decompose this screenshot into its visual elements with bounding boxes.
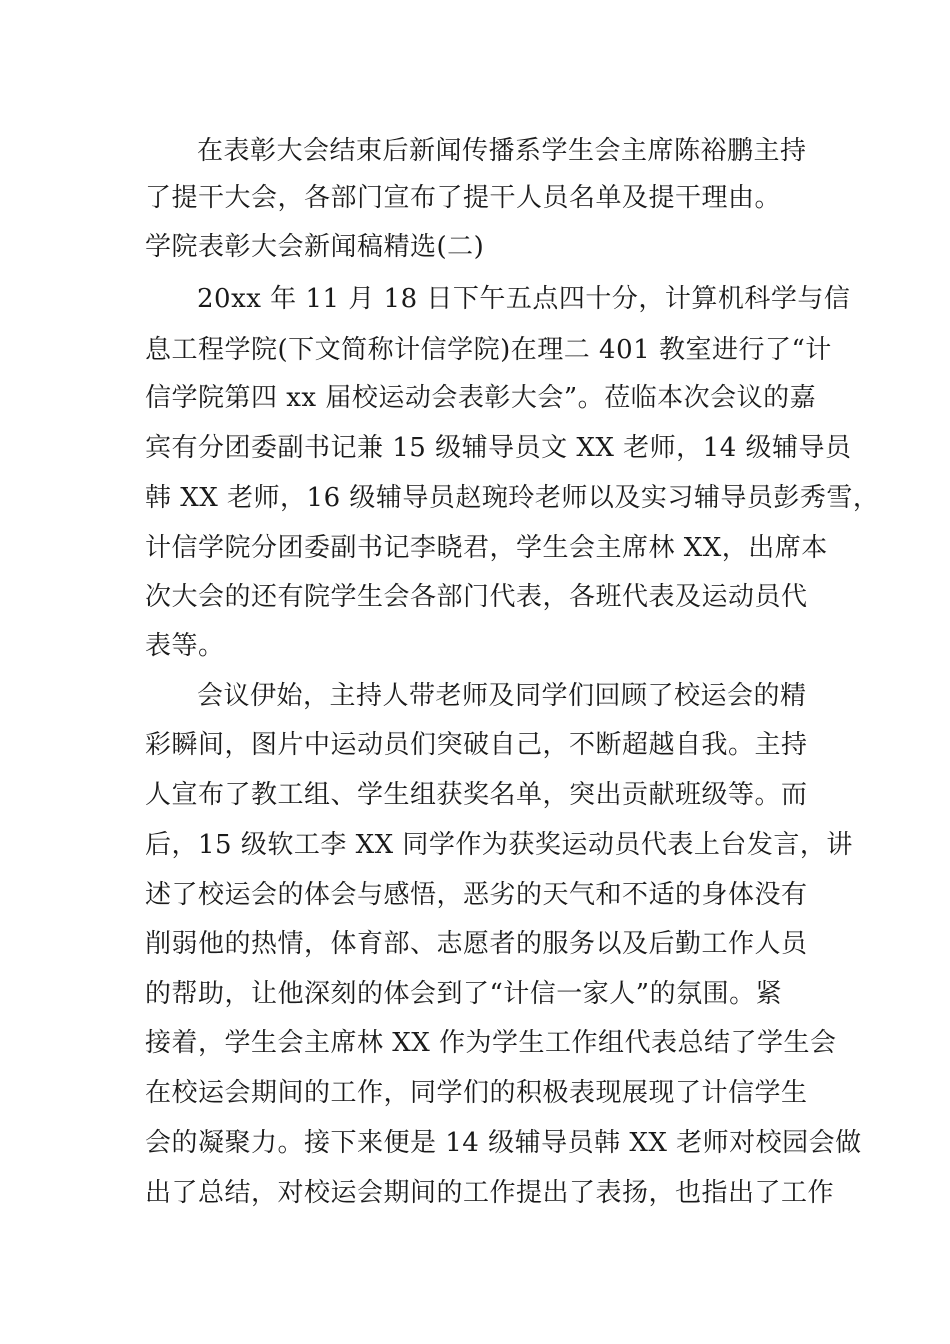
paragraph-line: 会的凝聚力。接下来便是 14 级辅导员韩 XX 老师对校园会做 bbox=[145, 1128, 862, 1158]
paragraph-line: 宾有分团委副书记兼 15 级辅导员文 XX 老师，14 级辅导员 bbox=[145, 433, 852, 463]
paragraph-line: 20xx 年 11 月 18 日下午五点四十分，计算机科学与信 bbox=[197, 284, 851, 314]
paragraph-line: 述了校运会的体会与感悟，恶劣的天气和不适的身体没有 bbox=[145, 880, 808, 910]
paragraph-line: 息工程学院(下文简称计信学院)在理二 401 教室进行了“计 bbox=[145, 335, 832, 365]
paragraph-line: 削弱他的热情，体育部、志愿者的服务以及后勤工作人员 bbox=[145, 929, 808, 959]
paragraph-line: 后，15 级软工李 XX 同学作为获奖运动员代表上台发言，讲 bbox=[145, 830, 853, 860]
paragraph-line: 韩 XX 老师，16 级辅导员赵琬玲老师以及实习辅导员彭秀雪， bbox=[145, 483, 880, 513]
paragraph-line: 的帮助，让他深刻的体会到了“计信一家人”的氛围。紧 bbox=[145, 979, 783, 1009]
paragraph-line: 在表彰大会结束后新闻传播系学生会主席陈裕鹏主持 bbox=[197, 136, 807, 166]
paragraph-line: 出了总结，对校运会期间的工作提出了表扬，也指出了工作 bbox=[145, 1178, 835, 1208]
paragraph-line: 表等。 bbox=[145, 631, 225, 661]
paragraph-line: 人宣布了教工组、学生组获奖名单，突出贡献班级等。而 bbox=[145, 780, 808, 810]
paragraph-line: 信学院第四 xx 届校运动会表彰大会”。莅临本次会议的嘉 bbox=[145, 383, 817, 413]
paragraph-line: 次大会的还有院学生会各部门代表，各班代表及运动员代 bbox=[145, 582, 808, 612]
paragraph-line: 计信学院分团委副书记李晓君，学生会主席林 XX，出席本 bbox=[145, 533, 828, 563]
paragraph-line: 了提干大会，各部门宣布了提干人员名单及提干理由。 bbox=[145, 183, 782, 213]
section-heading: 学院表彰大会新闻稿精选(二) bbox=[145, 232, 485, 262]
paragraph-line: 彩瞬间，图片中运动员们突破自己，不断超越自我。主持 bbox=[145, 730, 808, 760]
paragraph-line: 接着，学生会主席林 XX 作为学生工作组代表总结了学生会 bbox=[145, 1028, 837, 1058]
paragraph-line: 在校运会期间的工作，同学们的积极表现展现了计信学生 bbox=[145, 1078, 808, 1108]
paragraph-line: 会议伊始，主持人带老师及同学们回顾了校运会的精 bbox=[197, 681, 807, 711]
